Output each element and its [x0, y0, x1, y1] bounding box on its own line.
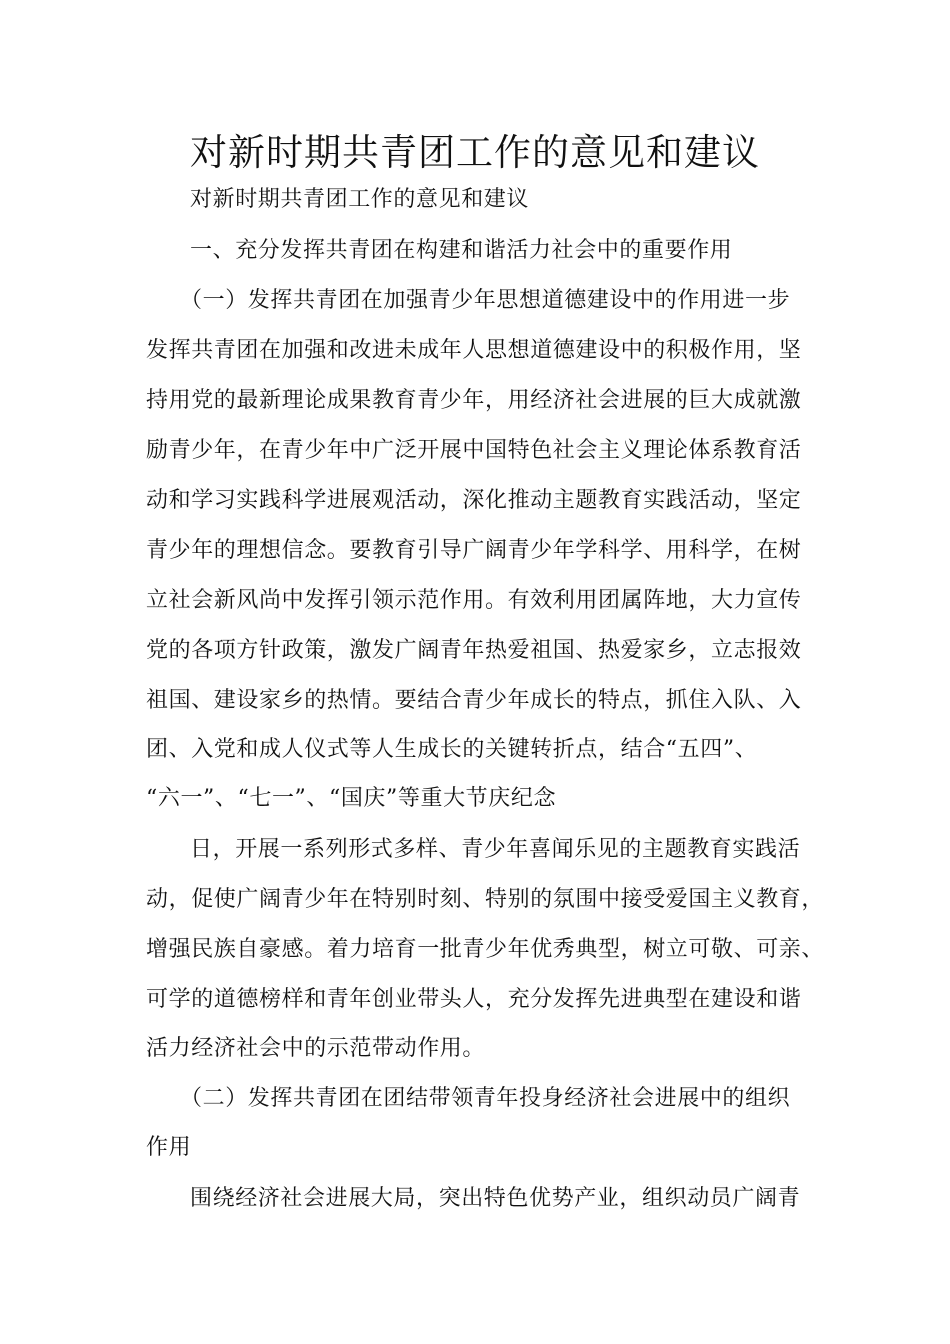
section-heading: （二）发挥共青团在团结带领青年投身经济社会进展中的组织 — [180, 1086, 791, 1111]
paragraph-line: 动和学习实践科学进展观活动，深化推动主题教育实践活动，坚定 — [146, 488, 802, 513]
document-title: 对新时期共青团工作的意见和建议 — [190, 131, 760, 174]
paragraph-line: 团、入党和成人仪式等人生成长的关键转折点，结合“五四”、 — [146, 737, 758, 762]
paragraph-line: 青少年的理想信念。要教育引导广阔青少年学科学、用科学，在树 — [146, 538, 802, 563]
paragraph-line: 发挥共青团在加强和改进未成年人思想道德建设中的积极作用，坚 — [146, 338, 802, 363]
paragraph-line: 增强民族自豪感。着力培育一批青少年优秀典型，树立可敬、可亲、 — [146, 937, 825, 962]
paragraph-line: 持用党的最新理论成果教育青少年，用经济社会进展的巨大成就激 — [146, 388, 802, 413]
paragraph-line: 动，促使广阔青少年在特别时刻、特别的氛围中接受爱国主义教育， — [146, 887, 825, 912]
paragraph-line: 日，开展一系列形式多样、青少年喜闻乐见的主题教育实践活 — [190, 837, 801, 862]
section-heading: 作用 — [146, 1135, 192, 1160]
paragraph-line: 围绕经济社会进展大局，突出特色优势产业，组织动员广阔青 — [190, 1186, 801, 1211]
paragraph-line: “六一”、“七一”、“国庆”等重大节庆纪念 — [146, 786, 557, 811]
paragraph-line: 活力经济社会中的示范带动作用。 — [146, 1036, 486, 1061]
paragraph-line: 党的各项方针政策，激发广阔青年热爱祖国、热爱家乡，立志报效 — [146, 638, 802, 663]
paragraph-line: 励青少年，在青少年中广泛开展中国特色社会主义理论体系教育活 — [146, 438, 802, 463]
section-heading: 一、充分发挥共青团在构建和谐活力社会中的重要作用 — [190, 238, 733, 263]
document-subtitle: 对新时期共青团工作的意见和建议 — [190, 187, 530, 212]
paragraph-line: 立社会新风尚中发挥引领示范作用。有效利用团属阵地，大力宣传 — [146, 588, 802, 613]
paragraph-line: 可学的道德榜样和青年创业带头人，充分发挥先进典型在建设和谐 — [146, 987, 802, 1012]
paragraph-line: 祖国、建设家乡的热情。要结合青少年成长的特点，抓住入队、入 — [146, 688, 802, 713]
paragraph-line: （一）发挥共青团在加强青少年思想道德建设中的作用进一步 — [180, 288, 791, 313]
